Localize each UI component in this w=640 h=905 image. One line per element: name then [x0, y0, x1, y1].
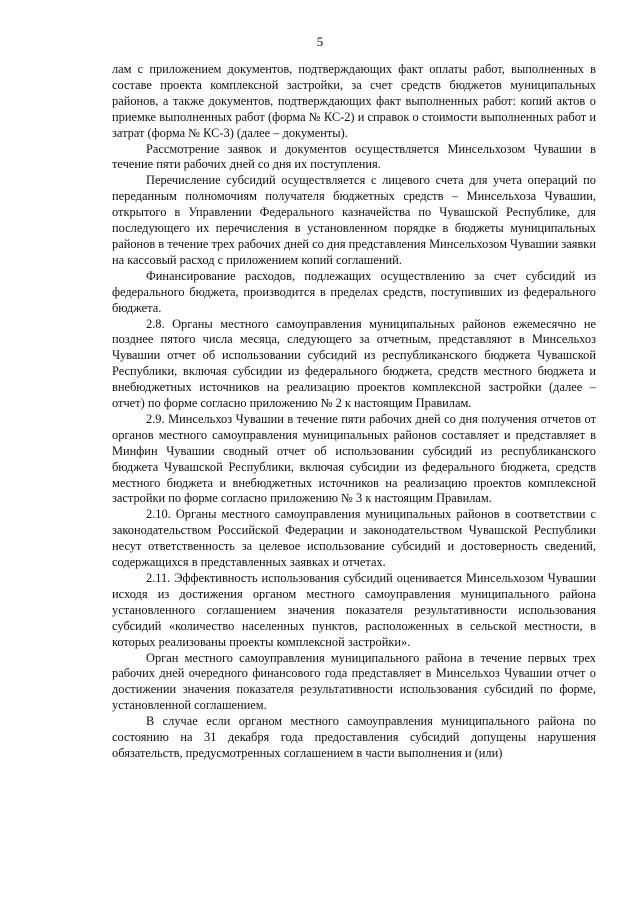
paragraph-federal-financing: Финансирование расходов, подлежащих осуществлению за счет субсидий из федерального бюджета, производится в пределах средств, поступивших из федерального бюджета. — [112, 268, 596, 315]
paragraph-2-8-monthly-report: 2.8. Органы местного самоуправления муниципальных районов ежемесячно не позднее пятого числа месяца, следующего за отчетным, представляют в Минсельхоз Чувашии отчет об использовании субсидий из республиканского бюджета Чувашской Республики, включая субсидии из федерального бюджета, средств местного бюджета и внебюджетных источников на реализацию проектов комплексной застройки (далее – отчет) по форме согласно приложению № 2 к настоящим Правилам. — [112, 316, 596, 411]
paragraph-violations: В случае если органом местного самоуправления муниципального района по состоянию на 31 декабря года предоставления субсидий допущены нарушения обязательств, предусмотренных соглашением в части выполнения и (или) — [112, 714, 596, 760]
paragraph-documents-list: лам с приложением документов, подтверждающих факт оплаты работ, выполненных в составе проекта комплексной застройки, за счет средств бюджетов муниципальных районов, а также документов, подтверждающих факт выполненных работ: копий актов о приемке выполненных работ (форма № КС-2) и справок о стоимости выполненных работ и затрат (форма № КС-3) (далее – документы). — [112, 62, 596, 140]
paragraph-transfer-of-subsidies: Перечисление субсидий осуществляется с лицевого счета для учета операций по переданным полномочиям получателя бюджетных средств – Минсельхоза Чувашии, открытого в Управлении Федерального казначейства по Чувашской Республике, для последующего их перечисления в установленном порядке в бюджеты муниципальных районов в течение трех рабочих дней со дня представления Минсельхозом Чувашии заявки на кассовый расход с приложением копий соглашений. — [112, 173, 596, 267]
paragraph-2-9-summary-report: 2.9. Минсельхоз Чувашии в течение пяти рабочих дней со дня получения отчетов от органов местного самоуправления муниципальных районов составляет и представляет в Минфин Чувашии сводный отчет об использовании субсидий из республиканского бюджета Чувашской Республики, включая субсидии из федерального бюджета, средств местного бюджета и внебюджетных источников на реализацию проектов комплексной застройки по форме согласно приложению № 3 к настоящим Правилам. — [112, 411, 596, 506]
paragraph-2-11-effectiveness: 2.11. Эффективность использования субсидий оценивается Минсельхозом Чувашии исходя из достижения органом местного самоуправления муниципального района установленного соглашением значения показателя результативности использования субсидий «количество населенных пунктов, расположенных в сельской местности, в которых реализованы проекты комплексной застройки». — [112, 571, 596, 649]
paragraph-2-10-responsibility: 2.10. Органы местного самоуправления муниципальных районов в соответствии с законодательством Российской Федерации и законодательством Чувашской Республики несут ответственность за целевое использование субсидий и достоверность сведений, содержащихся в представленных заявках и отчетах. — [112, 507, 596, 570]
document-body — [112, 62, 596, 762]
paragraph-indicator-report: Орган местного самоуправления муниципального района в течение первых трех рабочих дней очередного финансового года представляет в Минсельхоз Чувашии отчет о достижении значения показателя результативности использования субсидий по форме, установленной соглашением. — [112, 650, 596, 713]
page-number: 5 — [316, 34, 324, 49]
paragraph-review-of-applications: Рассмотрение заявок и документов осуществляется Минсельхозом Чувашии в течение пяти рабочих дней со дня их поступления. — [112, 141, 596, 172]
